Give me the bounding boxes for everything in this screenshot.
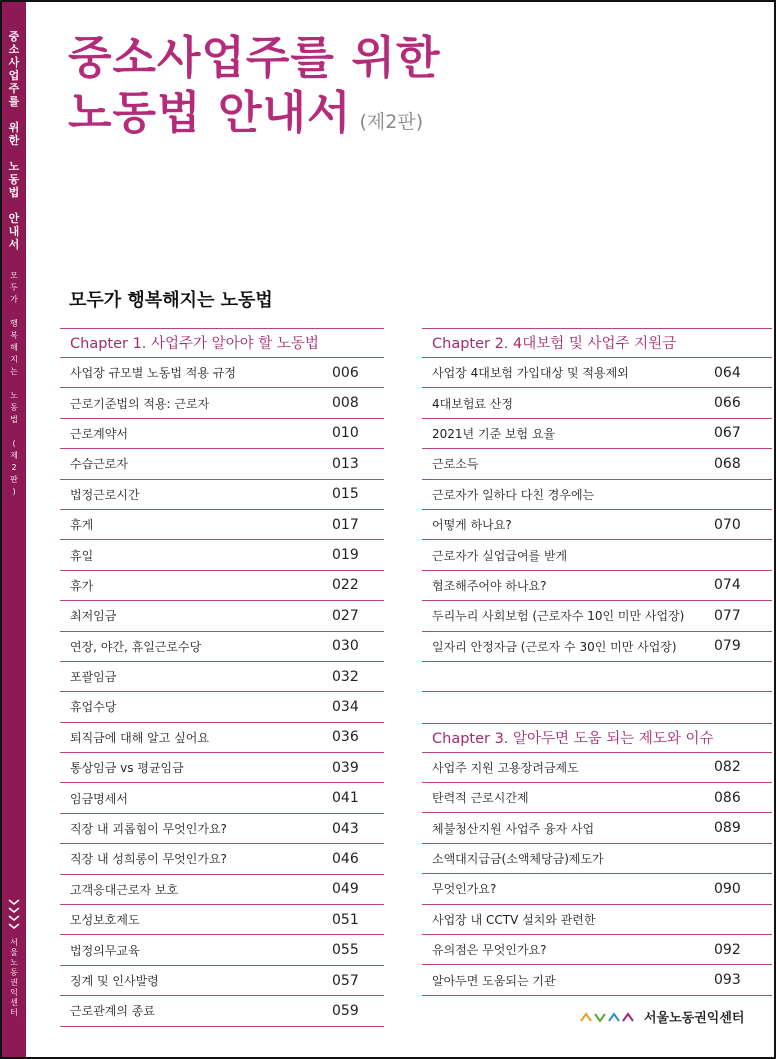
toc-entry-page: 046 [332, 850, 359, 867]
toc-entry-label: 법정근로시간 [70, 487, 140, 502]
book-spine [2, 2, 26, 1057]
spine-subtitle-char: 동 [10, 403, 18, 412]
toc-entry[interactable] [60, 875, 384, 905]
toc-entry[interactable] [60, 510, 384, 540]
chapter-1-list [60, 358, 384, 1027]
spine-subtitle-char: 두 [10, 283, 18, 292]
toc-entry-label: 모성보호제도 [70, 913, 140, 928]
chapter-1-heading: Chapter 1. 사업주가 알아야 할 노동법 [60, 328, 384, 358]
toc-entry[interactable] [422, 874, 772, 904]
toc-entry[interactable] [422, 571, 772, 601]
toc-entry-page: 086 [714, 789, 741, 806]
toc-entry-page: 066 [714, 395, 741, 412]
spine-title-char: 를 [8, 95, 20, 108]
chapter-3-list [422, 753, 772, 996]
toc-entry-page: 064 [714, 364, 741, 381]
toc-entry-label: 휴게 [70, 518, 94, 533]
toc-entry-page: 093 [714, 972, 741, 989]
toc-entry-label: 4대보험료 산정 [432, 396, 514, 411]
chapter-3-heading: Chapter 3. 알아두면 도움 되는 제도와 이슈 [422, 723, 772, 753]
toc-entry-page: 090 [714, 880, 741, 897]
toc-entry-label: 사업장 4대보험 가입대상 및 적용제외 [432, 366, 629, 381]
spine-subtitle-char: 법 [10, 415, 18, 424]
toc-entry-page: 032 [332, 668, 359, 685]
toc-entry-page: 092 [714, 941, 741, 958]
toc-entry-page: 034 [332, 698, 359, 715]
toc-entry-label: 법정의무교육 [70, 943, 140, 958]
toc-entry[interactable] [422, 844, 772, 874]
toc-entry-page: 022 [332, 577, 359, 594]
toc-entry-label: 휴가 [70, 578, 94, 593]
spine-org-char: 터 [10, 1008, 18, 1017]
toc-entry-label: 근로소득 [432, 457, 479, 472]
toc-entry[interactable] [60, 935, 384, 965]
toc-entry[interactable] [422, 632, 772, 662]
toc-entry-page: 077 [714, 607, 741, 624]
toc-entry[interactable] [422, 601, 772, 631]
toc-entry-label: 사업주 지원 고용장려금제도 [432, 760, 579, 775]
toc-entry-label: 퇴직금에 대해 알고 싶어요 [70, 730, 209, 745]
toc-entry-page: 041 [332, 790, 359, 807]
toc-entry[interactable] [422, 965, 772, 995]
toc-entry[interactable] [60, 662, 384, 692]
toc-entry[interactable] [422, 905, 772, 935]
toc-entry[interactable] [60, 692, 384, 722]
spine-subtitle-char [2, 426, 26, 438]
toc-entry[interactable] [60, 783, 384, 813]
toc-entry[interactable] [60, 601, 384, 631]
spine-org-char: 권 [10, 978, 18, 987]
toc-entry[interactable] [422, 813, 772, 843]
chapter-2-heading: Chapter 2. 4대보험 및 사업주 지원금 [422, 328, 772, 358]
toc-entry-page: 051 [332, 911, 359, 928]
toc-entry[interactable] [60, 388, 384, 418]
spine-subtitle-char: 행 [10, 319, 18, 328]
spine-subtitle-char: 제 [10, 451, 18, 460]
toc-entry-label: 포괄임금 [70, 670, 117, 685]
toc-entry[interactable] [60, 571, 384, 601]
toc-entry-label: 근로자가 일하다 다친 경우에는 [432, 487, 595, 502]
spine-title-char: 한 [8, 134, 20, 147]
spine-title-char: 서 [8, 238, 20, 251]
spine-title-char: 소 [8, 43, 20, 56]
spine-title-char: 안 [8, 212, 20, 225]
spine-org-char: 노 [10, 958, 18, 967]
title-line-2 [68, 85, 440, 150]
spine-subtitle-char: 판 [10, 475, 18, 484]
toc-entry-label: 직장 내 괴롭힘이 무엇인가요? [70, 822, 227, 837]
spine-title-char: 동 [8, 173, 20, 186]
toc-entry-page: 027 [332, 607, 359, 624]
spine-subtitle-char: 는 [10, 367, 18, 376]
toc-entry-page: 049 [332, 881, 359, 898]
toc-entry[interactable] [60, 358, 384, 388]
toc-entry[interactable] [422, 358, 772, 388]
spine-title-char: 법 [8, 186, 20, 199]
toc-entry-label: 근로계약서 [70, 426, 128, 441]
toc-entry-page: 043 [332, 820, 359, 837]
toc-entry-label: 직장 내 성희롱이 무엇인가요? [70, 852, 227, 867]
spine-org-char: 동 [10, 968, 18, 977]
chevron-wave-logo-icon [7, 898, 21, 932]
toc-entry[interactable] [422, 419, 772, 449]
toc-entry[interactable] [422, 510, 772, 540]
toc-column-left [60, 328, 384, 1027]
toc-entry-page: 036 [332, 729, 359, 746]
toc-entry-label: 사업장 내 CCTV 설치와 관련한 [432, 912, 596, 927]
spine-title-char: 중 [8, 30, 20, 43]
spine-title-char [2, 199, 26, 212]
toc-entry-page: 068 [714, 455, 741, 472]
toc-entry-page: 015 [332, 486, 359, 503]
toc-entry[interactable] [60, 540, 384, 570]
toc-entry-label: 통상임금 vs 평균임금 [70, 761, 184, 776]
toc-entry-page: 008 [332, 395, 359, 412]
chapter-2-list [422, 358, 772, 662]
toc-entry-page: 070 [714, 516, 741, 533]
toc-entry[interactable] [60, 844, 384, 874]
spine-title-char: 노 [8, 160, 20, 173]
toc-entry[interactable] [422, 388, 772, 418]
toc-column-right [422, 328, 772, 996]
edition-label: (제2판) [359, 111, 424, 133]
spine-title-char: 업 [8, 69, 20, 82]
toc-entry-page: 089 [714, 820, 741, 837]
spine-title-char [2, 147, 26, 160]
spine-org-char: 울 [10, 948, 18, 957]
toc-entry[interactable] [422, 753, 772, 783]
spine-subtitle-char: 해 [10, 343, 18, 352]
spine-subtitle-char: 복 [10, 331, 18, 340]
toc-entry-label: 수습근로자 [70, 457, 128, 472]
toc-entry-page: 055 [332, 942, 359, 959]
toc-entry-label: 협조해주어야 하나요? [432, 578, 547, 593]
toc-entry-label: 휴일 [70, 548, 94, 563]
toc-entry-label: 임금명세서 [70, 791, 128, 806]
toc-entry[interactable] [60, 966, 384, 996]
spine-title-char: 위 [8, 121, 20, 134]
toc-entry[interactable] [422, 449, 772, 479]
footer-org-name: 서울노동권익센터 [644, 1011, 745, 1026]
chevron-wave-logo-icon [580, 1011, 636, 1023]
toc-entry-label: 일자리 안정자금 (근로자 수 30인 미만 사업장) [432, 639, 677, 654]
spine-org-char: 서 [10, 938, 18, 947]
toc-entry-label: 사업장 규모별 노동법 적용 규정 [70, 366, 236, 381]
spine-subtitle-char: 모 [10, 271, 18, 280]
title-line-1: 중소사업주를 위한 [68, 31, 441, 84]
toc-entry[interactable] [60, 419, 384, 449]
toc-entry[interactable] [422, 480, 772, 510]
toc-entry-page: 079 [714, 638, 741, 655]
toc-entry-page: 013 [332, 455, 359, 472]
toc-entry-page: 006 [332, 364, 359, 381]
toc-entry-label: 두리누리 사회보험 (근로자수 10인 미만 사업장) [432, 609, 685, 624]
book-title [68, 30, 440, 150]
spine-title [2, 30, 26, 251]
toc-entry-page: 059 [332, 1002, 359, 1019]
toc-entry-label: 근로자가 실업급여를 받게 [432, 548, 568, 563]
spine-org-char: 센 [10, 998, 18, 1007]
spine-subtitle-char: 2 [11, 463, 17, 472]
toc-entry-page: 057 [332, 972, 359, 989]
book-subtitle: 모두가 행복해지는 노동법 [69, 290, 273, 311]
toc-entry-label: 무엇인가요? [432, 882, 497, 897]
toc-entry-label: 휴업수당 [70, 700, 117, 715]
toc-entry-page: 039 [332, 759, 359, 776]
toc-entry-page: 067 [714, 425, 741, 442]
toc-entry-page: 017 [332, 516, 359, 533]
spine-subtitle-char: 가 [10, 295, 18, 304]
spine-subtitle-char [2, 378, 26, 390]
toc-entry[interactable] [60, 753, 384, 783]
toc-entry-label: 유의점은 무엇인가요? [432, 943, 547, 958]
toc-entry-label: 2021년 기준 보험 요율 [432, 426, 556, 441]
toc-entry-label: 최저임금 [70, 609, 117, 624]
toc-entry[interactable] [60, 480, 384, 510]
spine-title-char [2, 108, 26, 121]
spine-subtitle [2, 270, 26, 498]
toc-entry-page: 019 [332, 547, 359, 564]
toc-entry[interactable] [60, 996, 384, 1026]
toc-entry[interactable] [60, 905, 384, 935]
toc-entry-page: 074 [714, 577, 741, 594]
toc-entry-label: 알아두면 도움되는 기관 [432, 973, 556, 988]
blank-row [422, 662, 772, 692]
spine-subtitle-char: ) [12, 487, 16, 496]
toc-entry-label: 체불청산지원 사업주 융자 사업 [432, 821, 595, 836]
toc-entry-label: 고객응대근로자 보호 [70, 882, 179, 897]
spine-subtitle-char: 노 [10, 391, 18, 400]
spine-org-char: 익 [10, 988, 18, 997]
spine-org-name [2, 938, 26, 1018]
spine-subtitle-char [2, 306, 26, 318]
spine-subtitle-char: 지 [10, 355, 18, 364]
toc-entry-label: 연장, 야간, 휴일근로수당 [70, 639, 202, 654]
toc-entry[interactable] [422, 783, 772, 813]
toc-entry-label: 징계 및 인사발령 [70, 974, 159, 988]
toc-entry[interactable] [60, 632, 384, 662]
title-line-2-text: 노동법 안내서 [68, 86, 352, 139]
toc-entry[interactable] [60, 449, 384, 479]
toc-entry-label: 어떻게 하나요? [432, 518, 512, 533]
toc-entry-page: 082 [714, 759, 741, 776]
toc-entry[interactable] [60, 814, 384, 844]
spine-title-char: 내 [8, 225, 20, 238]
toc-entry-label: 소액대지급금(소액체당금)제도가 [432, 852, 604, 867]
toc-entry[interactable] [422, 935, 772, 965]
toc-entry-page: 030 [332, 638, 359, 655]
spine-subtitle-char: ( [12, 439, 16, 448]
toc-entry[interactable] [422, 540, 772, 570]
toc-entry-label: 근로관계의 종료 [70, 1004, 155, 1019]
spine-title-char: 사 [8, 56, 20, 69]
footer-logo [580, 1007, 744, 1026]
blank-row [422, 692, 772, 722]
toc-entry-page: 010 [332, 425, 359, 442]
toc-entry[interactable] [60, 723, 384, 753]
toc-entry-label: 근로기준법의 적용: 근로자 [70, 396, 210, 411]
spine-title-char: 주 [8, 82, 20, 95]
toc-entry-label: 탄력적 근로시간제 [432, 791, 529, 806]
